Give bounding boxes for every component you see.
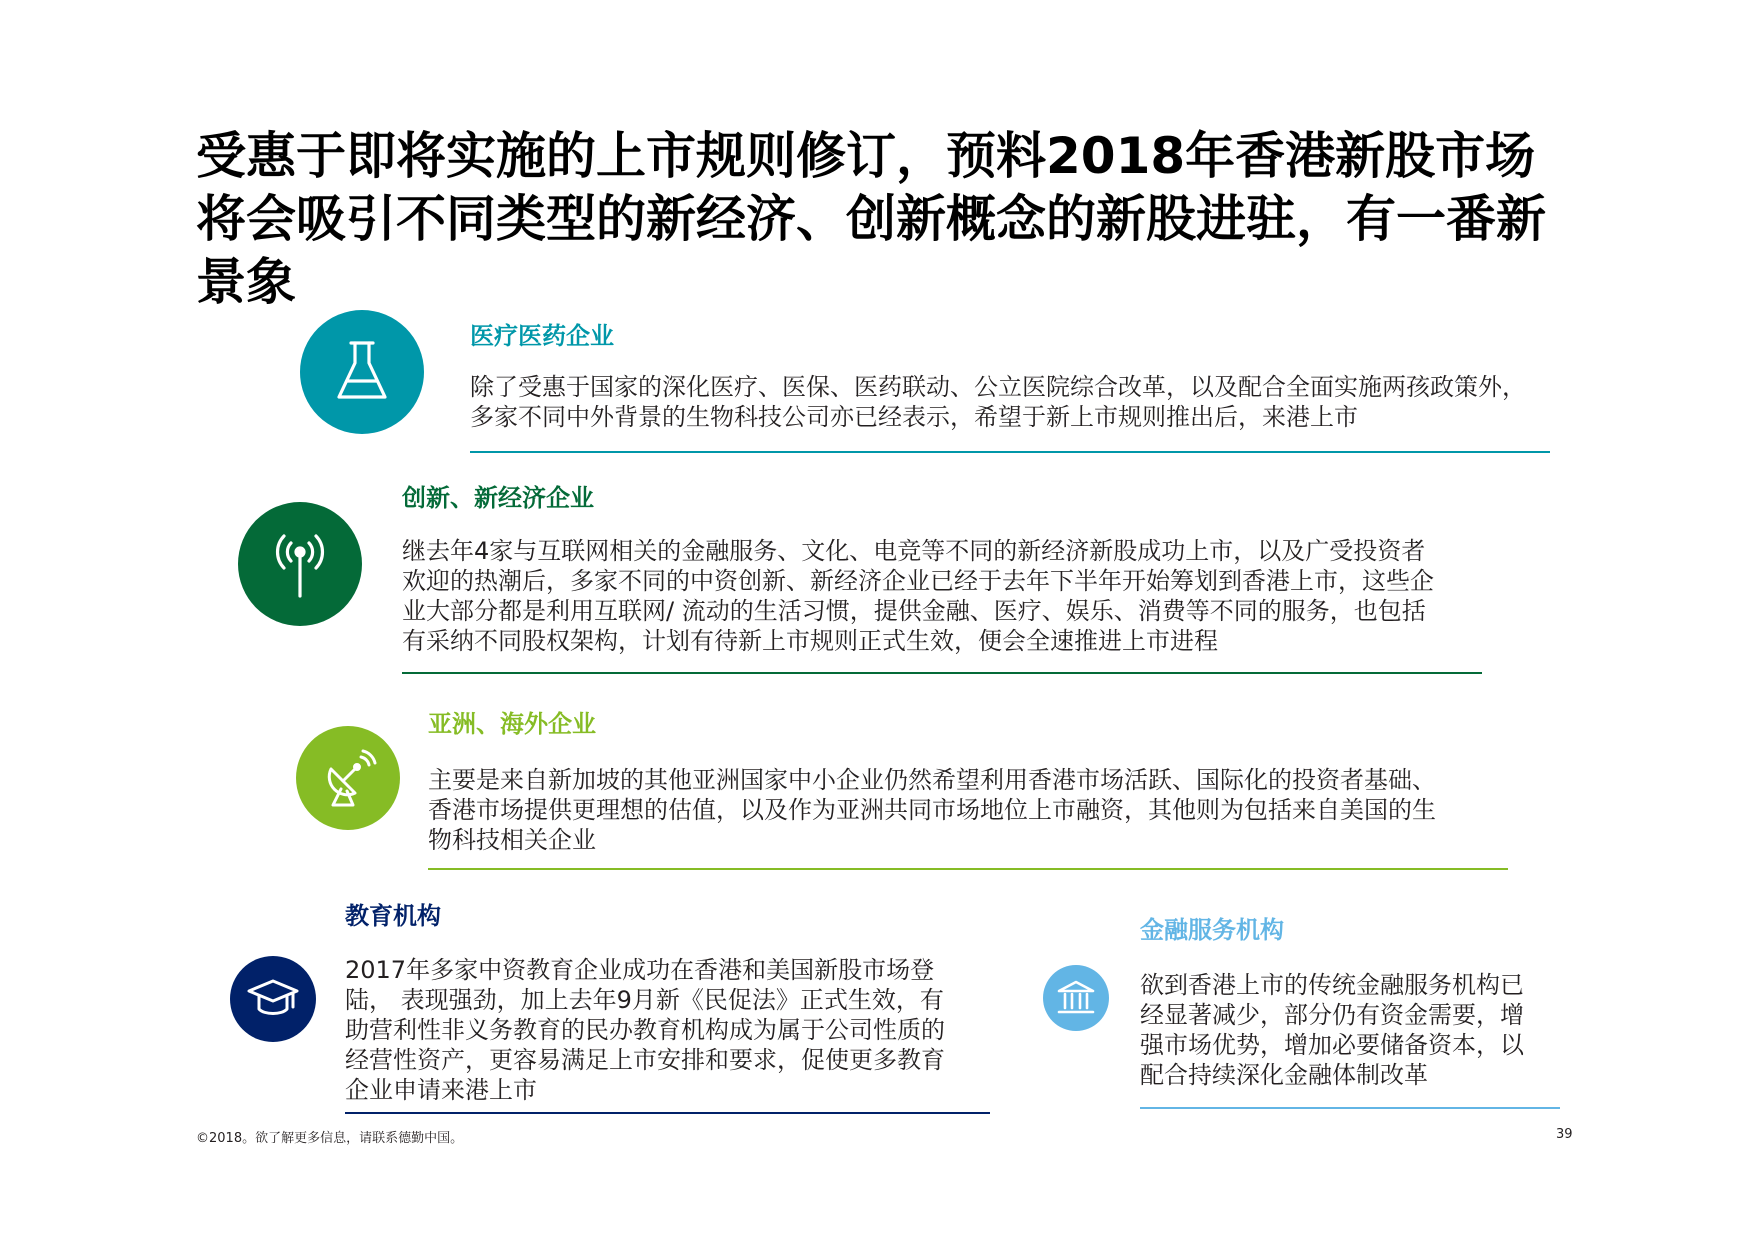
flask-icon [300, 310, 424, 434]
body-line: 2017年多家中资教育企业成功在香港和美国新股市场登 [345, 956, 935, 984]
section-heading-finance: 金融服务机构 [1140, 916, 1284, 944]
section-divider [428, 868, 1508, 870]
satellite-dish-icon [296, 726, 400, 830]
body-line: 配合持续深化金融体制改革 [1140, 1061, 1428, 1089]
page-title-line: 将会吸引不同类型的新经济、创新概念的新股进驻，有一番新 [196, 190, 1546, 248]
body-line: 强市场优势，增加必要储备资本，以 [1140, 1031, 1524, 1059]
body-line: 欢迎的热潮后，多家不同的中资创新、新经济企业已经于去年下半年开始筹划到香港上市，这些企 [402, 567, 1434, 595]
body-line: 除了受惠于国家的深化医疗、医保、医药联动、公立医院综合改革，以及配合全面实施两孩政策外， [470, 373, 1526, 401]
section-divider [1140, 1107, 1560, 1109]
body-line: 经显著减少，部分仍有资金需要，增 [1140, 1001, 1524, 1029]
section-body-education [345, 955, 945, 1105]
section-heading-asia: 亚洲、海外企业 [428, 710, 596, 738]
section-heading-medical: 医疗医药企业 [470, 322, 614, 350]
section-divider [345, 1112, 990, 1114]
body-line: 欲到香港上市的传统金融服务机构已 [1140, 971, 1524, 999]
body-line: 企业申请来港上市 [345, 1076, 537, 1104]
section-heading-innovation: 创新、新经济企业 [402, 484, 594, 512]
section-body-medical [470, 372, 1526, 432]
section-divider [402, 672, 1482, 674]
section-heading-education: 教育机构 [345, 902, 441, 930]
body-line: 多家不同中外背景的生物科技公司亦已经表示，希望于新上市规则推出后，来港上市 [470, 403, 1358, 431]
graduation-cap-icon [230, 956, 316, 1042]
body-line: 有采纳不同股权架构，计划有待新上市规则正式生效，便会全速推进上市进程 [402, 627, 1218, 655]
section-body-asia [428, 765, 1436, 855]
body-line: 主要是来自新加坡的其他亚洲国家中小企业仍然希望利用香港市场活跃、国际化的投资者基础、 [428, 766, 1436, 794]
broadcast-antenna-icon [238, 502, 362, 626]
page-number: 39 [1556, 1127, 1573, 1142]
section-divider [470, 451, 1550, 453]
body-line: 陆， 表现强劲，加上去年9月新《民促法》正式生效，有 [345, 986, 944, 1014]
section-body-innovation [402, 536, 1434, 656]
page-title [196, 125, 1596, 314]
body-line: 经营性资产，更容易满足上市安排和要求，促使更多教育 [345, 1046, 945, 1074]
body-line: 业大部分都是利用互联网/ 流动的生活习惯，提供金融、医疗、娱乐、消费等不同的服务，也包括 [402, 597, 1426, 625]
page-title-line: 受惠于即将实施的上市规则修订，预料2018年香港新股市场 [196, 127, 1536, 185]
body-line: 香港市场提供更理想的估值，以及作为亚洲共同市场地位上市融资，其他则为包括来自美国的生 [428, 796, 1436, 824]
body-line: 物科技相关企业 [428, 826, 596, 854]
section-body-finance [1140, 970, 1524, 1090]
footer-copyright: ©2018。欲了解更多信息，请联系德勤中国。 [196, 1131, 464, 1146]
bank-building-icon [1043, 965, 1109, 1031]
body-line: 继去年4家与互联网相关的金融服务、文化、电竞等不同的新经济新股成功上市，以及广受投资者 [402, 537, 1426, 565]
body-line: 助营利性非义务教育的民办教育机构成为属于公司性质的 [345, 1016, 945, 1044]
page-title-line: 景象 [196, 253, 296, 311]
